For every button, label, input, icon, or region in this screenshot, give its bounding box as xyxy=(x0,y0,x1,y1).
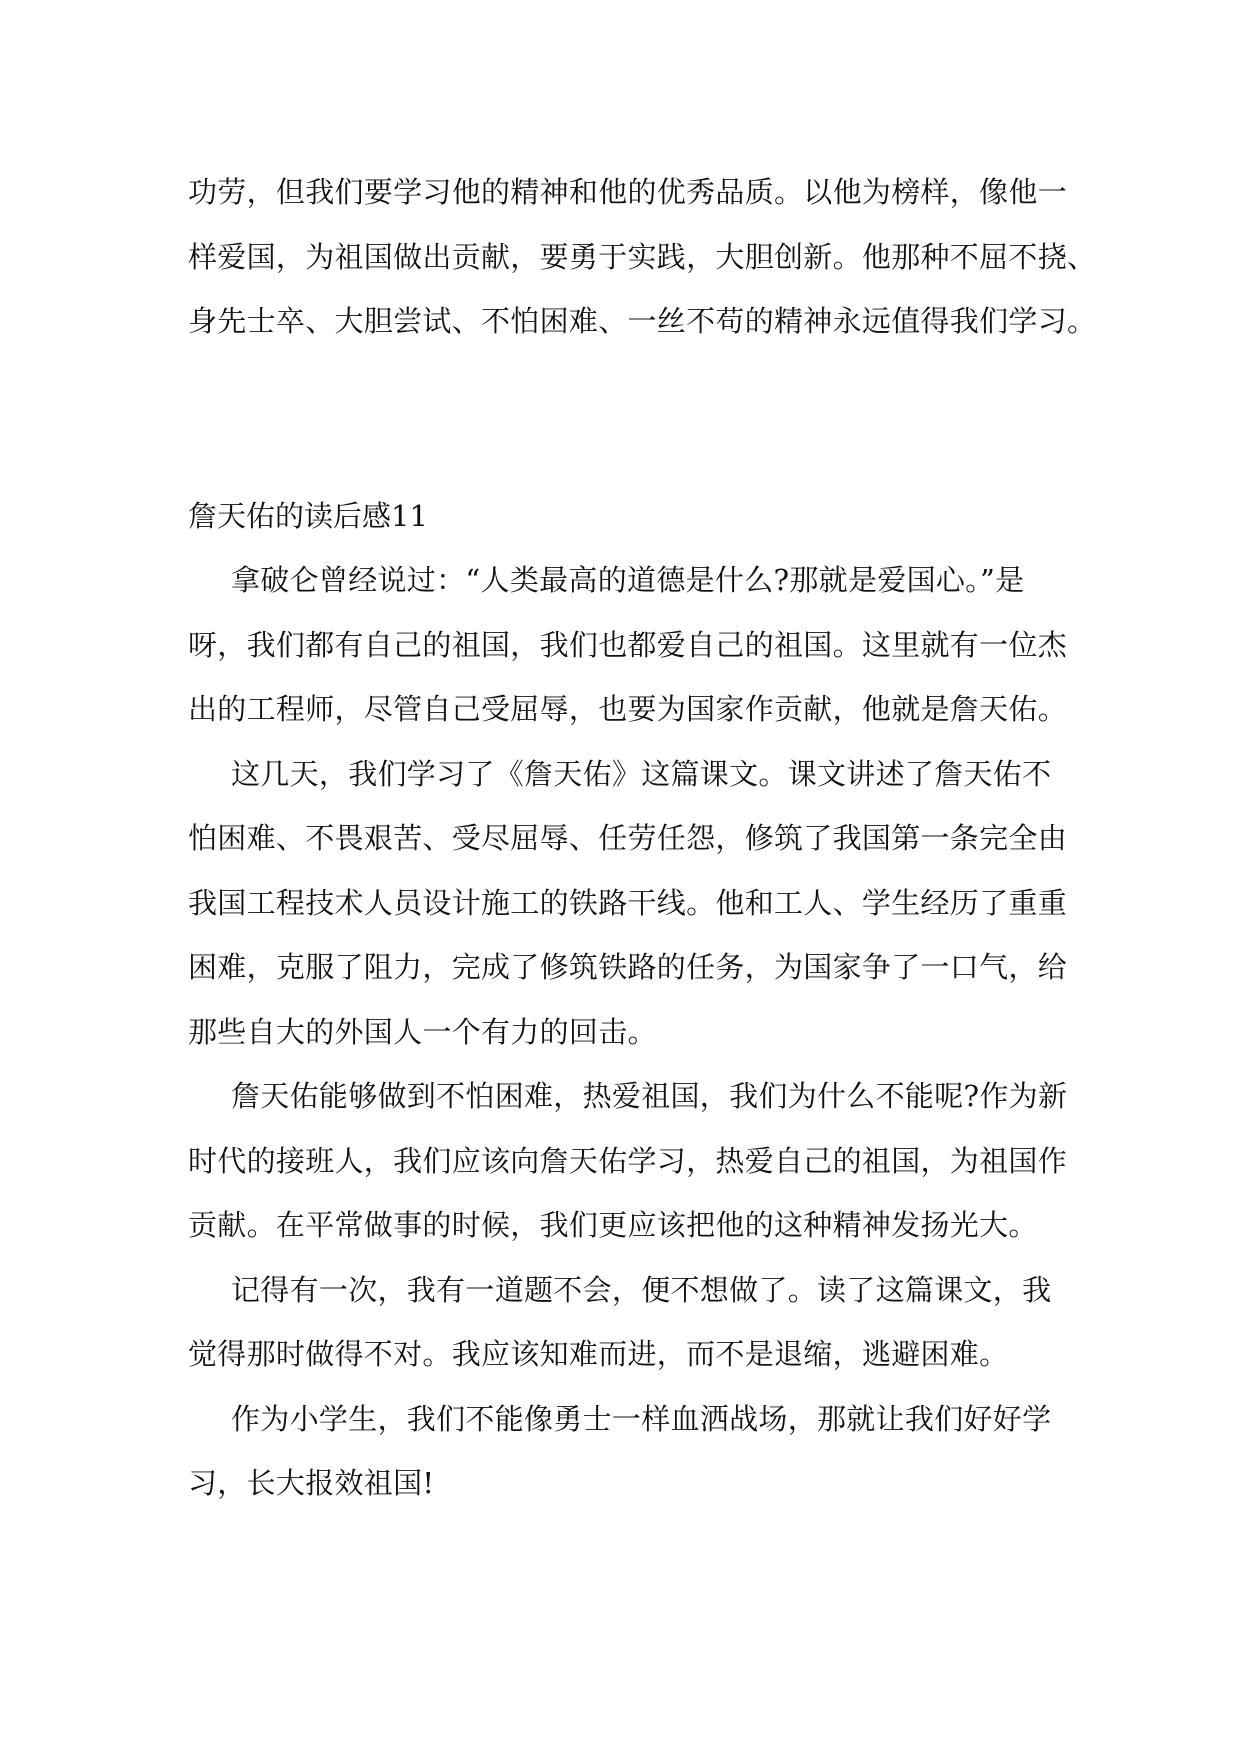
text-line: 困难，克服了阻力，完成了修筑铁路的任务，为国家争了一口气，给 xyxy=(188,950,1068,984)
top-paragraph xyxy=(188,160,1097,354)
text-line: 拿破仑曾经说过：“人类最高的道德是什么?那就是爱国心。”是 xyxy=(231,563,1025,597)
text-line: 身先士卒、大胆尝试、不怕困难、一丝不苟的精神永远值得我们学习。 xyxy=(188,304,1097,338)
text-line: 詹天佑能够做到不怕困难，热爱祖国，我们为什么不能呢?作为新 xyxy=(231,1079,1068,1113)
text-line: 觉得那时做得不对。我应该知难而进，而不是退缩，逃避困难。 xyxy=(188,1337,1009,1371)
text-line: 我国工程技术人员设计施工的铁路干线。他和工人、学生经历了重重 xyxy=(188,885,1068,920)
text-line: 功劳，但我们要学习他的精神和他的优秀品质。以他为榜样，像他一 xyxy=(188,175,1068,209)
text-line: 习，长大报效祖国! xyxy=(188,1466,435,1500)
text-line: 贡献。在平常做事的时候，我们更应该把他的这种精神发扬光大。 xyxy=(188,1208,1038,1242)
text-line: 这几天，我们学习了《詹天佑》这篇课文。课文讲述了詹天佑不 xyxy=(231,756,1052,791)
text-line: 样爱国，为祖国做出贡献，要勇于实践，大胆创新。他那种不屈不挠、 xyxy=(188,239,1097,274)
text-line: 呀，我们都有自己的祖国，我们也都爱自己的祖国。这里就有一位杰 xyxy=(188,627,1068,662)
section-title: 詹天佑的读后感11 xyxy=(188,499,428,533)
text-line: 记得有一次，我有一道题不会，便不想做了。读了这篇课文，我 xyxy=(231,1272,1052,1307)
text-line: 那些自大的外国人一个有力的回击。 xyxy=(188,1014,657,1049)
text-line: 时代的接班人，我们应该向詹天佑学习，热爱自己的祖国，为祖国作 xyxy=(188,1143,1068,1178)
text-line: 作为小学生，我们不能像勇士一样血洒战场，那就让我们好好学 xyxy=(231,1401,1052,1436)
text-line: 出的工程师，尽管自己受屈辱，也要为国家作贡献，他就是詹天佑。 xyxy=(188,692,1068,726)
text-line: 怕困难、不畏艰苦、受尽屈辱、任劳任怨，修筑了我国第一条完全由 xyxy=(188,821,1068,855)
section-body xyxy=(188,548,1068,1516)
